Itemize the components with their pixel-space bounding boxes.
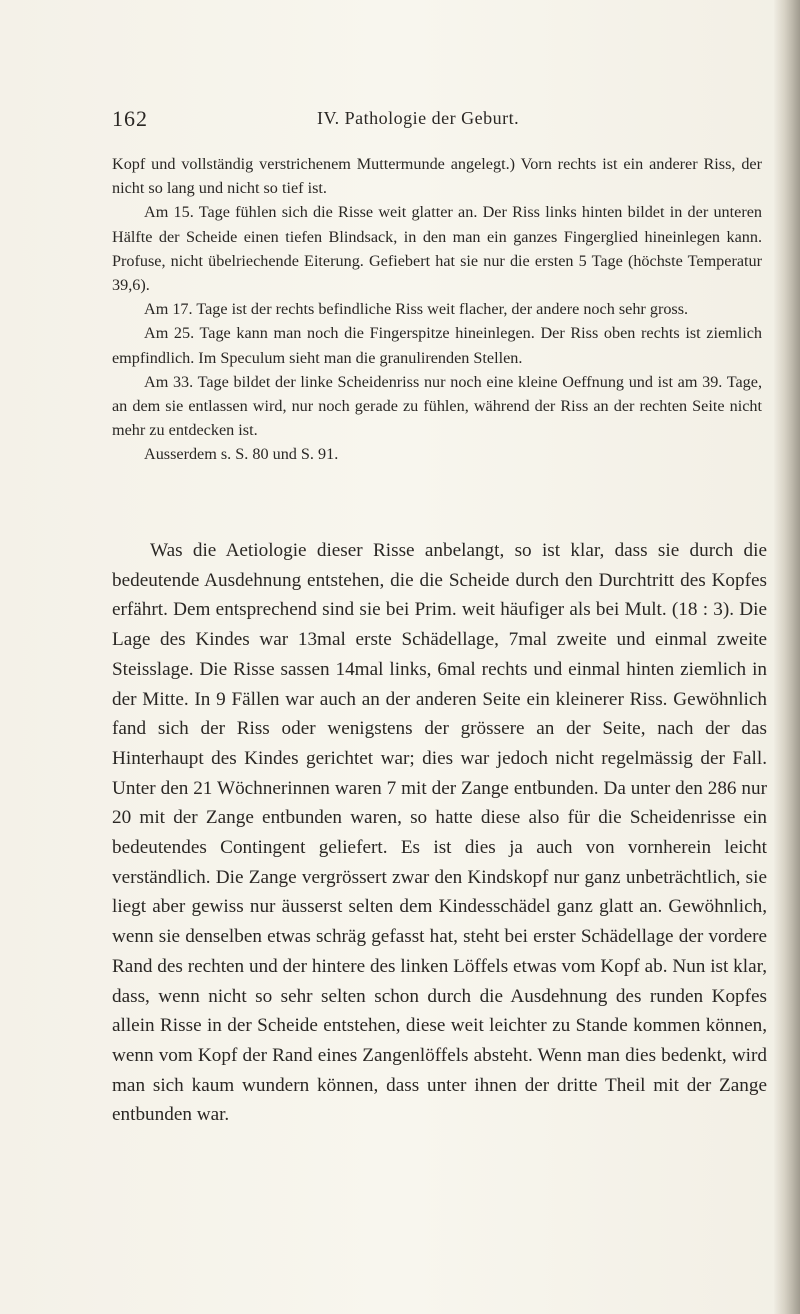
case-paragraph-3: Am 17. Tage ist der rechts befindliche Riss weit flacher, der andere noch sehr gross. [144, 300, 689, 319]
running-head: IV. Pathologie der Geburt. [317, 108, 520, 128]
case-paragraph-2: Am 15. Tage fühlen sich die Risse weit glatter an. Der Riss links hinten bildet in der unteren Hälfte der Scheide einen tiefen Blindsack, in den man ein ganzes Fingerglied hineinlegen kann. Profuse, nicht übelriechende Eiterung. Gefiebert hat sie nur die ersten 5 Tage (höchste Temperatur 39,6). [112, 203, 762, 295]
main-text [112, 536, 767, 1130]
case-paragraph-4: Am 25. Tage kann man noch die Fingerspitze hineinlegen. Der Riss oben rechts ist ziemlich empfindlich. Im Speculum sieht man die granulirenden Stellen. [112, 324, 762, 367]
case-report-text [112, 152, 762, 467]
aetiology-paragraph: Was die Aetiologie dieser Risse anbelangt, so ist klar, dass sie durch die bedeutende Ausdehnung entstehen, die die Scheide durch den Durchtritt des Kopfes erfährt. Dem entsprechend sind sie bei Prim. weit häufiger als bei Mult. (18 : 3). Die Lage des Kindes war 13mal erste Schädellage, 7mal zweite und einmal zweite Steisslage. Die Risse sassen 14mal links, 6mal rechts und einmal hinten ziemlich in der Mitte. In 9 Fällen war auch an der anderen Seite ein kleinerer Riss. Gewöhnlich fand sich der Riss oder wenigstens der grössere an der Seite, nach der das Hinterhaupt des Kindes gerichtet war; dies war jedoch nicht regelmässig der Fall. Unter den 21 Wöchnerinnen waren 7 mit der Zange entbunden. Da unter den 286 nur 20 mit der Zange entbunden waren, so hatte diese also für die Scheidenrisse ein bedeutendes Contingent geliefert. Es ist dies ja auch von vornherein leicht verständlich. Die Zange vergrössert zwar den Kindskopf nur ganz unbeträchtlich, sie liegt aber gewiss nur äusserst selten dem Kindesschädel ganz glatt an. Gewöhnlich, wenn sie denselben etwas schräg gefasst hat, steht bei erster Schädellage der vordere Rand des rechten und der hintere des linken Löffels etwas vom Kopf ab. Nun ist klar, dass, wenn nicht so sehr selten schon durch die Ausdehnung des runden Kopfes allein Risse in der Scheide entstehen, diese weit leichter zu Stande kommen können, wenn vom Kopf der Rand eines Zangenlöffels absteht. Wenn man dies bedenkt, wird man sich kaum wundern können, dass unter ihnen der dritte Theil mit der Zange entbunden war. [112, 540, 767, 1126]
case-paragraph-1: Kopf und vollständig verstrichenem Muttermunde angelegt.) Vorn rechts ist ein anderer Riss, der nicht so lang und nicht so tief ist. [112, 155, 762, 198]
page-edge-shadow [774, 0, 800, 1314]
page-header [112, 106, 672, 134]
case-paragraph-5: Am 33. Tage bildet der linke Scheidenriss nur noch eine kleine Oeffnung und ist am 39. Tage, an dem sie entlassen wird, nur noch gerade zu fühlen, während der Riss an der rechten Seite nicht mehr zu entdecken ist. [112, 372, 762, 440]
cross-reference: Ausserdem s. S. 80 und S. 91. [144, 445, 339, 464]
page-number: 162 [112, 106, 148, 131]
